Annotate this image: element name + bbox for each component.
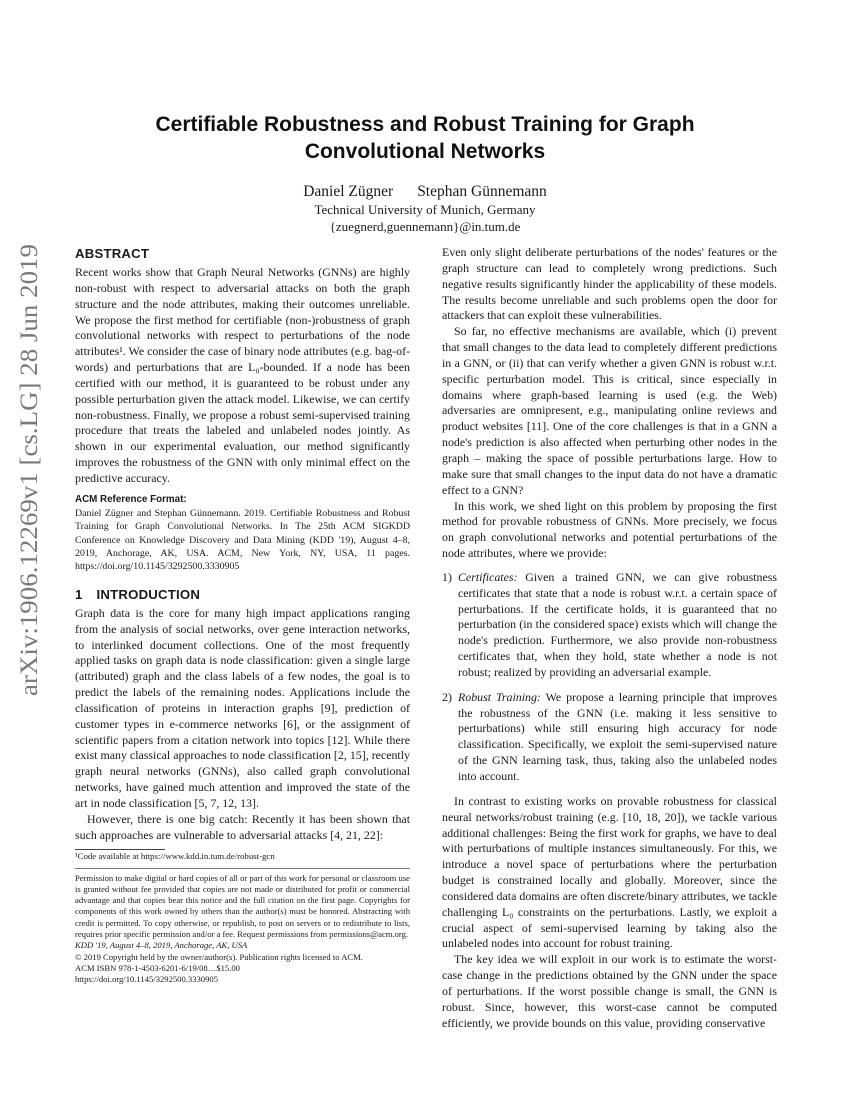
acm-reference-text: Daniel Zügner and Stephan Günnemann. 2019. Certifiable Robustness and Robust Training for Graph Convolutional Networks. In The 25th ACM SIGKDD Conference on Knowledge Discovery and Data Mining (KDD '19), August 4–8, 2019, Anchorage, AK, USA. ACM, New York, NY, USA, 11 pages. https://doi.org/10.1145/3292500.3330905	[75, 507, 410, 573]
body-paragraph-4: In contrast to existing works on provable robustness for classical neural networks/robust training (e.g. [10, 18, 20]), we tackle various additional challenges: Being the first work for graphs, we have to deal with perturbations of multiple instances simultaneously. For this, we introduce a novel space of perturbations where the perturbation budget is constrained locally and globally. Moreover, since the considered data domains are often discrete/binary attributes, we tackle challenging L₀ constraints on the perturbations. Lastly, we exploit a crucial aspect of semi-supervised learning by taking also the unlabeled nodes into account for robust training.	[442, 793, 777, 951]
introduction-heading	[75, 586, 410, 603]
right-column	[442, 245, 777, 1032]
permission-text: Permission to make digital or hard copies of all or part of this work for personal or classroom use is granted without fee provided that copies are not made or distributed for profit or commercial advantage and that copies bear this notice and the full citation on the first page. Copyrights for components of this work owned by others than the author(s) must be honored. Abstracting with credit is permitted. To copy otherwise, or republish, to post on servers or to redistribute to lists, requires prior specific permission and/or a fee. Request permissions from permissions@acm.org.	[75, 872, 410, 939]
item-lead: Certificates:	[458, 569, 518, 584]
item-text: We propose a learning principle that improves the robustness of the GNN (i.e. making it less sensitive to perturbations) while still ensuring high accuracy for node classification. Specifically, we exploit the semi-supervised nature of the GNN learning task, thus, taking also the unlabeled nodes into account.	[458, 689, 778, 783]
paper-title-text: Certifiable Robustness and Robust Training for Graph Convolutional Networks	[155, 113, 695, 163]
section-number: 1	[75, 586, 83, 602]
acm-reference-heading: ACM Reference Format:	[75, 493, 187, 505]
contribution-item	[442, 690, 777, 785]
abstract-heading: ABSTRACT	[75, 246, 150, 261]
conference-line: KDD '19, August 4–8, 2019, Anchorage, AK, USA	[75, 940, 248, 951]
paper-header	[0, 111, 850, 235]
contribution-item	[442, 570, 777, 681]
intro-paragraph-2: However, there is one big catch: Recently it has been shown that such approaches are vulnerable to adversarial attacks [4, 21, 22]:	[75, 811, 410, 842]
body-paragraph-5: The key idea we will exploit in our work is to estimate the worst-case change in the predictions obtained by the GNN under the space of perturbations. If the worst possible change is small, the GNN is robust. Since, however, this worst-case cannot be computed efficiently, we provide bounds on this value, providing conservative	[442, 952, 777, 1030]
email: {zuegnerd,guennemann}@in.tum.de	[329, 219, 521, 234]
author-name: Daniel Zügner	[303, 183, 394, 200]
body-paragraph-2: So far, no effective mechanisms are available, which (i) prevent that small changes to the data lead to completely different predictions in a GNN, or (ii) that can verify whether a given GNN is robust w.r.t. specific perturbation model. This is critical, since especially in domains where graph-based learning is used (e.g. the Web) adversaries are omnipresent, e.g., manipulating online reviews and product websites [11]. One of the core challenges is that in a GNN a node's prediction is also affected when perturbing other nodes in the graph – making the space of possible perturbations large. How to make sure that small changes to the input data do not have a dramatic effect to a GNN?	[442, 324, 777, 497]
body-paragraph-1: Even only slight deliberate perturbations of the nodes' features or the graph structure can lead to completely wrong predictions. Such negative results significantly hinder the applicability of these models. The results become unreliable and such problems open the door for attackers that can exploit these vulnerabilities.	[442, 245, 777, 323]
doi-link[interactable]: https://doi.org/10.1145/3292500.3330905	[75, 974, 218, 985]
item-lead: Robust Training:	[458, 689, 541, 704]
arxiv-stamp	[4, 240, 50, 700]
item-label: 1)	[442, 569, 452, 584]
footnote: ¹Code available at https://www.kdd.in.tum.de/robust-gcn	[75, 850, 275, 861]
item-label: 2)	[442, 689, 452, 704]
author-list	[0, 182, 850, 201]
contribution-list	[442, 570, 777, 785]
abstract-text: Recent works show that Graph Neural Networks (GNNs) are highly non-robust with respect to adversarial attacks on both the graph structure and the node attributes, making their outcomes unreliable. We propose the first method for certifiable (non-)robustness of graph convolutional networks with respect to perturbations of the node attributes¹. We consider the case of binary node attributes (e.g. bag-of-words) and perturbations that are L₀-bounded. If a node has been certified with our method, it is guaranteed to be robust under any possible perturbation given the attack model. Likewise, we can certify non-robustness. Finally, we propose a robust semi-supervised training procedure that treats the labeled and unlabeled nodes jointly. As shown in our experimental evaluation, our method significantly improves the robustness of the GNN with only minimal effect on the predictive accuracy.	[75, 265, 410, 485]
affiliation: Technical University of Munich, Germany	[314, 202, 536, 217]
author-name: Stephan Günnemann	[417, 183, 547, 200]
copyright-line: © 2019 Copyright held by the owner/author(s). Publication rights licensed to ACM.	[75, 951, 363, 962]
isbn-line: ACM ISBN 978-1-4503-6201-6/19/08…$15.00	[75, 962, 240, 973]
arxiv-stamp-text: arXiv:1906.12269v1 [cs.LG] 28 Jun 2019	[16, 276, 43, 696]
paper-title	[0, 111, 850, 165]
item-text: Given a trained GNN, we can give robustness certificates that state that a node is robust w.r.t. a certain space of perturbations. If the certificate holds, it is guaranteed that no perturbation (in the considered space) exists which will change the node's prediction. Furthermore, we also provide non-robustness certificates that, when they hold, state whether a node is not robust; realized by providing an adversarial example.	[458, 569, 777, 679]
left-column	[75, 245, 410, 985]
section-title: INTRODUCTION	[96, 586, 201, 602]
body-paragraph-3: In this work, we shed light on this problem by proposing the first method for provable robustness of GNNs. More precisely, we focus on graph convolutional networks and potential perturbations of the node attributes, where we provide:	[442, 498, 777, 561]
permission-block	[75, 868, 410, 986]
intro-paragraph-1: Graph data is the core for many high impact applications ranging from the analysis of social networks, over gene interaction networks, to interlinked document collections. One of the most frequently applied tasks on graph data is node classification: given a single large (attributed) graph and the class labels of a few nodes, the goal is to predict the labels of the remaining nodes. Applications include the classification of proteins in interaction graphs [9], prediction of customer types in e-commerce networks [6], or the assignment of scientific papers from a citation network into topics [12]. While there exist many classical approaches to node classification [2, 15], recently graph neural networks (GNNs), also called graph convolutional networks, have gained much attention and improved the state of the art in node classification [5, 7, 12, 13].	[75, 605, 410, 810]
